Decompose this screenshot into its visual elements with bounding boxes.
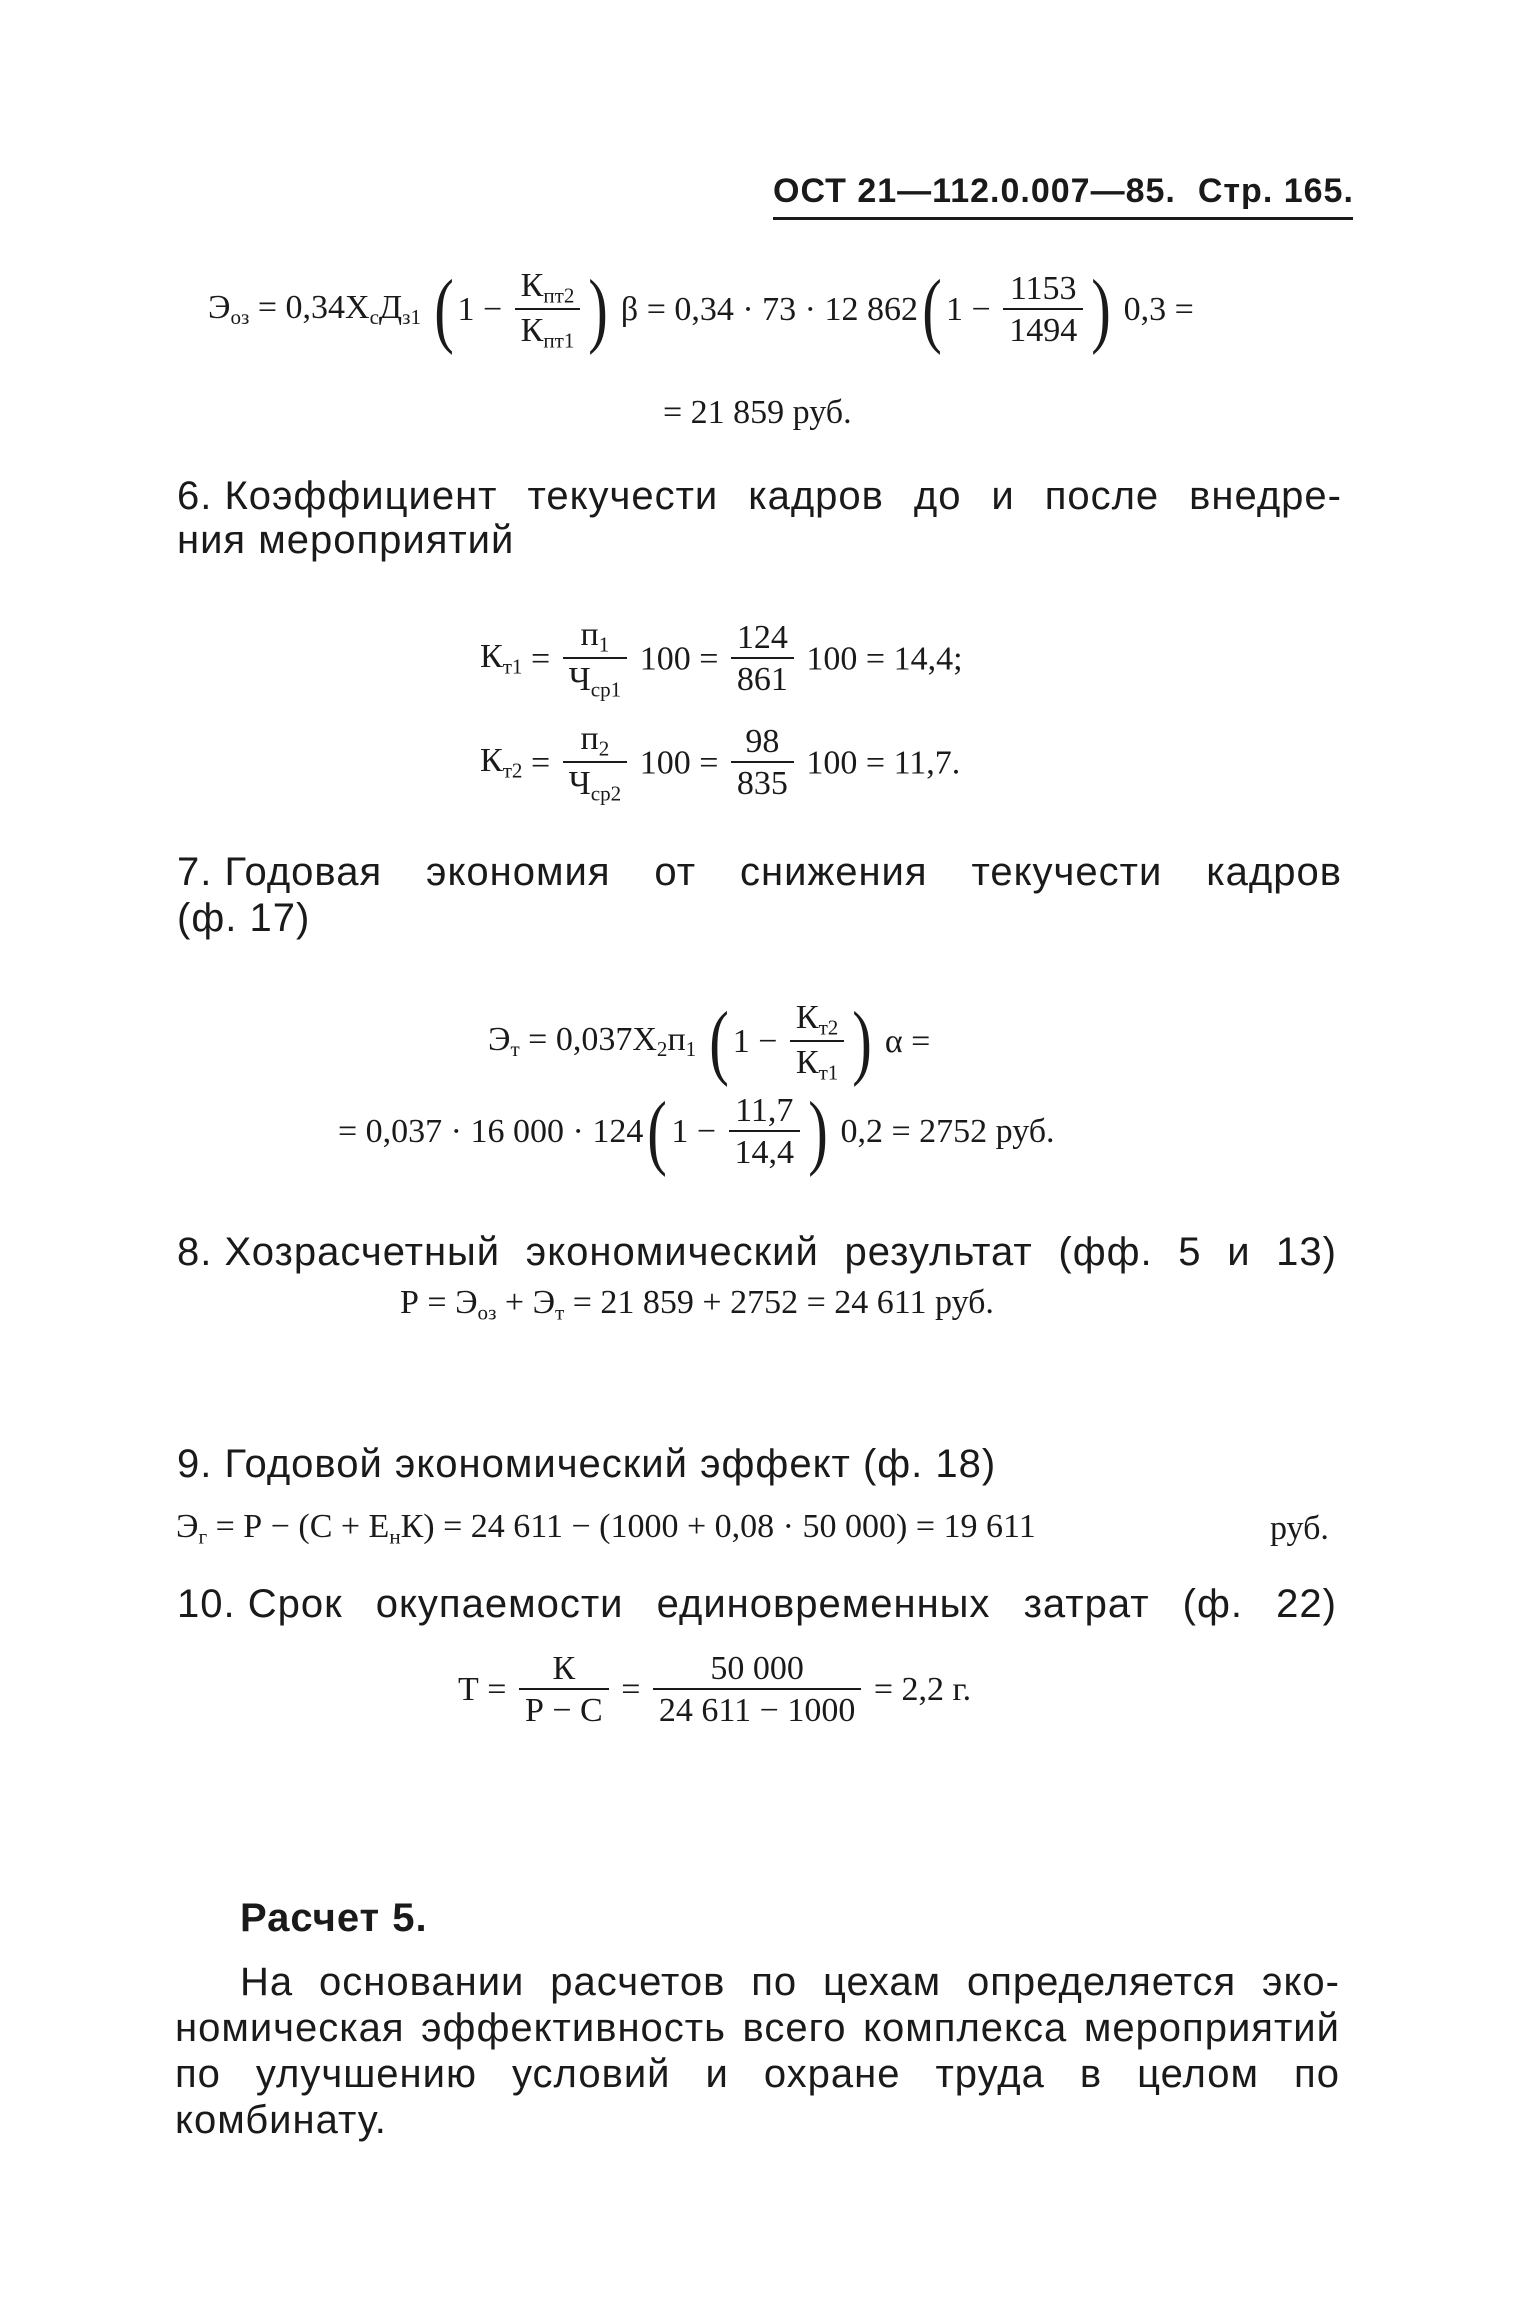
page-number: Стр. 165.	[1197, 172, 1354, 210]
section-6-heading: 6. Коэффициент текучести кадров до и после внедре-	[177, 474, 1342, 518]
calc-5-line-4: комбинату.	[175, 2098, 387, 2142]
formula-et: $Э_т = 0,037Х_2п_1$ ( 1 − $\frac{К_{т2}}{К_{т1}}$ ) α =	[488, 995, 931, 1088]
formula-eg-unit: руб.	[1270, 1510, 1329, 1547]
section-8-heading: 8. Хозрасчетный экономический результат (фф. 5 и 13)	[177, 1230, 1337, 1274]
fraction: $\frac{К_{пт2}}{К_{пт1}}$	[515, 269, 581, 352]
section-9-heading: 9. Годовой экономический эффект (ф. 18)	[177, 1442, 997, 1486]
formula-eoz-result: = 21 859 руб.	[663, 394, 852, 431]
formula-et-line2: = 0,037 · 16 000 · 124( 1 − $\frac{11,7}{14,4}$ ) 0,2 = 2752 руб.	[338, 1085, 1055, 1178]
calc-5-title: Расчет 5.	[240, 1896, 428, 1940]
doc-number: ОСТ 21—112.0.007—85.	[773, 172, 1176, 210]
formula-p: $Р = Э_{оз} + Э_т = 21$ 859 + 2752 = 24 611 руб.	[400, 1284, 994, 1325]
formula-kt2: $К_{т2}$ = $\frac{п_2}{Ч_{ср2}}$ 100 = $\frac{98}{835}$ 100 = 11,7.	[480, 720, 961, 806]
formula-kt1: $К_{т1}$ = $\frac{п_1}{Ч_{ср1}}$ 100 = $\frac{124}{861}$ 100 = 14,4;	[480, 616, 963, 702]
calc-5-line-3: по улучшению условий и охране труда в целом по	[175, 2052, 1340, 2096]
calc-5-line-2: номическая эффективность всего комплекса мероприятий	[175, 2006, 1340, 2050]
page-header	[773, 172, 1353, 220]
calc-5-line-1: На основании расчетов по цехам определяется эко-	[240, 1960, 1340, 2004]
formula-eoz: $Э_{оз} = 0,34Х_сД_{з1}$ ( 1 − $\frac{К_{пт2}}{К_{пт1}}$ ) β = 0,34 · 73 · 12 862( 1 − $\frac{1153}{1494}$ ) 0,3 =	[208, 263, 1194, 356]
formula-t: Т = $\frac{К}{Р - С}$ = $\frac{50 000}{24 611 - 1000}$ = 2,2 г.	[458, 1650, 972, 1729]
section-7-heading: 7. Годовая экономия от снижения текучести кадров	[177, 850, 1342, 894]
section-6-heading-cont: ния мероприятий	[177, 518, 515, 562]
fraction: $\frac{1153}{1494}$	[1003, 272, 1083, 348]
section-10-heading: 10. Срок окупаемости единовременных затрат (ф. 22)	[177, 1582, 1337, 1626]
section-7-heading-cont: (ф. 17)	[177, 896, 311, 940]
formula-eg: $Э_г = Р - (С + Е_нК) = 24$ 611 − (1000 + 0,08 · 50 000) = 19 611	[176, 1508, 1036, 1549]
